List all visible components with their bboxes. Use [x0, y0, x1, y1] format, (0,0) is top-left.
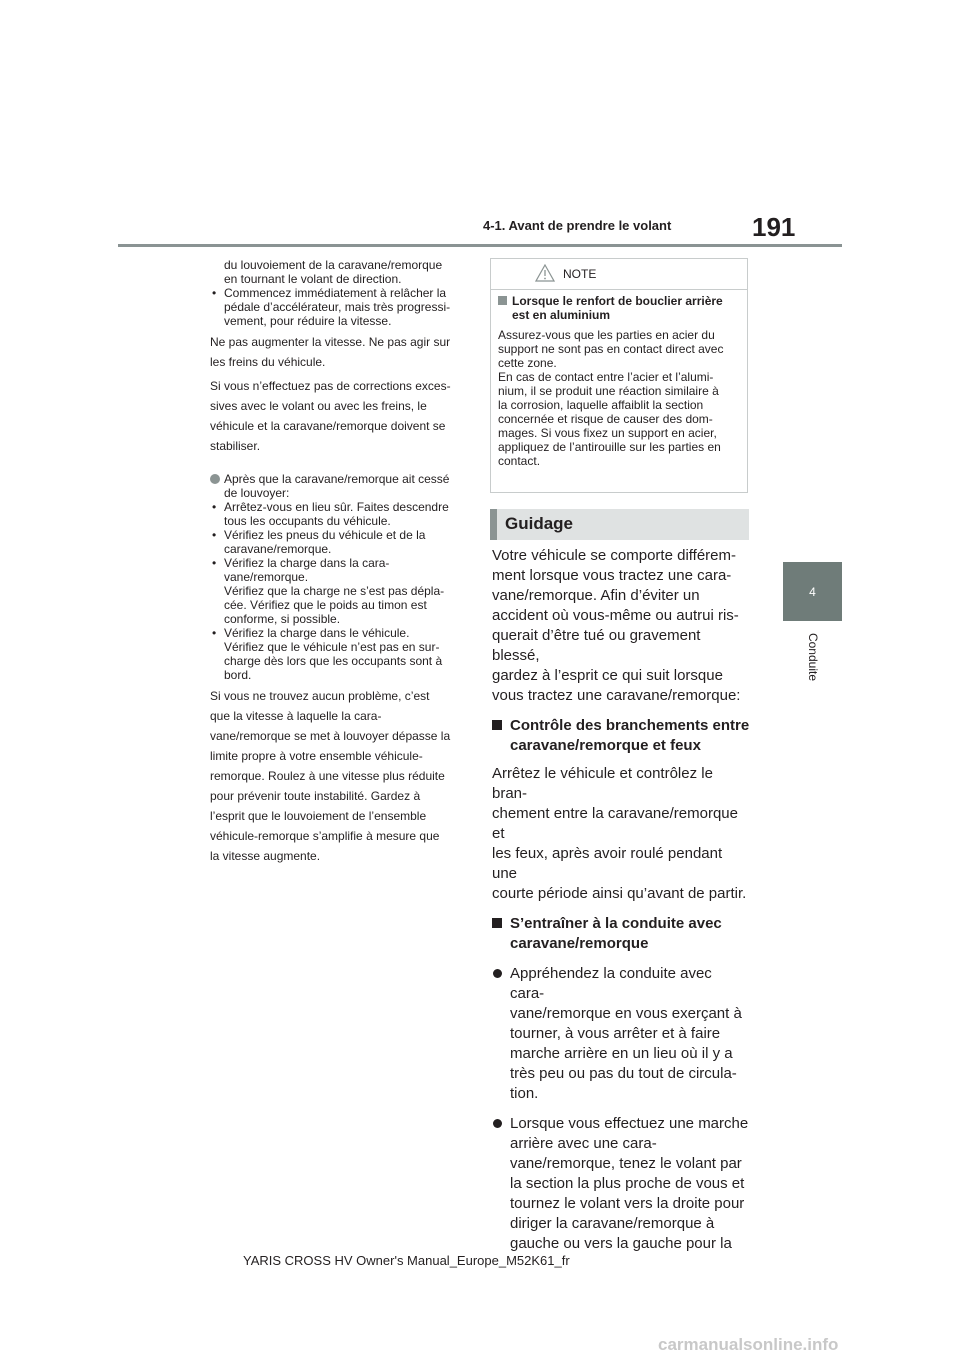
square-bullet-icon	[492, 918, 502, 928]
text-line: charge dès lors que les occupants sont à	[224, 654, 443, 668]
text-line: contact.	[498, 454, 541, 468]
circle-list-item	[210, 472, 468, 500]
text-line: la vitesse augmente.	[210, 849, 321, 863]
text-line: Appréhendez la conduite avec cara-	[510, 965, 712, 1002]
text-line: Vérifiez que la charge ne s’est pas dépla-	[224, 584, 445, 598]
text-line: sives avec le volant ou avec les freins, le	[210, 399, 427, 413]
section-heading-guidage	[490, 509, 749, 540]
text-line: chement entre la caravane/remorque et	[492, 805, 738, 842]
chapter-tab	[783, 562, 842, 621]
circle-bullet-icon	[210, 474, 220, 484]
text-line: l’esprit que le louvoiement de l’ensemble	[210, 809, 427, 823]
text-line: vane/remorque, tenez le volant par	[510, 1155, 742, 1172]
page-number: 191	[752, 212, 796, 242]
text-line: Ne pas augmenter la vitesse. Ne pas agir sur	[210, 335, 451, 349]
text-line: support ne sont pas en contact direct avec	[498, 342, 724, 356]
paragraph	[210, 686, 468, 866]
text-line: Votre véhicule se comporte différem-	[492, 547, 737, 564]
intro-paragraph	[492, 546, 750, 706]
text-line: cette zone.	[498, 356, 557, 370]
bullet-icon	[493, 1119, 502, 1128]
text-line: mages. Si vous fixez un support en acier,	[498, 426, 717, 440]
square-bullet-icon	[498, 296, 507, 305]
text-line: querait d’être tué ou gravement blessé,	[492, 627, 701, 664]
text-line: diriger la caravane/remorque à	[510, 1215, 715, 1232]
heading-text: Guidage	[505, 514, 574, 533]
text-line: Vérifiez que le véhicule n’est pas en sur-	[224, 640, 440, 654]
text-line: pour prévenir toute instabilité. Gardez à	[210, 789, 421, 803]
note-body	[491, 290, 747, 468]
text-line: que la vitesse à laquelle la cara-	[210, 709, 382, 723]
text-line: les feux, après avoir roulé pendant une	[492, 845, 723, 882]
chapter-number: 4	[809, 584, 816, 599]
footer-doc-id: YARIS CROSS HV Owner's Manual_Europe_M52K61_fr	[243, 1253, 570, 1268]
paragraph	[210, 332, 468, 372]
text-line: limite propre à votre ensemble véhicule-	[210, 749, 423, 763]
text-line: gardez à l’esprit ce qui suit lorsque	[492, 667, 723, 684]
text-line: • Vérifiez les pneus du véhicule et de la	[224, 528, 426, 542]
list-item	[492, 1114, 750, 1254]
text-line: tourner, à vous arrêter et à faire	[510, 1025, 721, 1042]
text-line: du louvoiement de la caravane/remorque	[224, 258, 443, 272]
text-line: véhicule et la caravane/remorque doivent se	[210, 419, 446, 433]
text-line: remorque. Roulez à une vitesse plus réduite	[210, 769, 445, 783]
chapter-label	[803, 628, 823, 688]
chapter-label-text: Conduite	[806, 632, 820, 682]
subheading	[492, 914, 750, 954]
text-line: vane/remorque se met à louvoyer dépasse la	[210, 729, 451, 743]
text-line: concernée et risque de causer des dom-	[498, 412, 713, 426]
subheading	[492, 716, 750, 756]
text-line: S’entraîner à la conduite avec	[510, 915, 722, 932]
list-item	[210, 556, 468, 626]
text-line: Si vous n’effectuez pas de corrections exces-	[210, 379, 451, 393]
text-line: Lorsque le renfort de bouclier arrière	[512, 294, 723, 308]
text-line: marche arrière en un lieu où il y a	[510, 1045, 733, 1062]
text-line: gauche ou vers la gauche pour la	[510, 1235, 732, 1252]
text-line: ment lorsque vous tractez une cara-	[492, 567, 732, 584]
text-line: tournez le volant vers la droite pour	[510, 1195, 745, 1212]
list-item	[210, 528, 468, 556]
text-line: pédale d’accélérateur, mais très progressi-	[224, 300, 451, 314]
header-rule	[118, 244, 842, 247]
text-line: tion.	[510, 1085, 539, 1102]
text-line: Lorsque vous effectuez une marche	[510, 1115, 749, 1132]
text-line: bord.	[224, 668, 252, 682]
text-line: nium, il se produit une réaction similaire à	[498, 384, 719, 398]
text-line: vement, pour réduire la vitesse.	[224, 314, 392, 328]
text-line: Contrôle des branchements entre	[510, 717, 750, 734]
paragraph	[492, 764, 750, 904]
text-line: vane/remorque.	[224, 570, 309, 584]
text-line: Après que la caravane/remorque ait cessé	[224, 472, 450, 486]
list-item	[210, 500, 468, 528]
text-line: appliquez de l’antirouille sur les parties en	[498, 440, 721, 454]
watermark: carmanualsonline.info	[658, 1335, 839, 1354]
text-line: véhicule-remorque s’amplifie à mesure que	[210, 829, 440, 843]
text-line: caravane/remorque.	[224, 542, 332, 556]
text-line: caravane/remorque et feux	[510, 737, 701, 754]
square-bullet-icon	[492, 720, 502, 730]
text-line: caravane/remorque	[510, 935, 649, 952]
text-line: En cas de contact entre l’acier et l’alumi-	[498, 370, 714, 384]
text-line: Assurez-vous que les parties en acier du	[498, 328, 715, 342]
note-text	[498, 328, 741, 468]
text-line: en tournant le volant de direction.	[224, 272, 402, 286]
text-line: de louvoyer:	[224, 486, 290, 500]
text-line: • Vérifiez la charge dans la cara-	[224, 556, 390, 570]
list-item	[492, 964, 750, 1104]
heading-accent-bar	[490, 509, 497, 540]
text-line: la corrosion, laquelle affaiblit la section	[498, 398, 704, 412]
text-line: vane/remorque. Afin d’éviter un	[492, 587, 700, 604]
text-line: • Arrêtez-vous en lieu sûr. Faites descendre	[224, 500, 449, 514]
right-column	[492, 546, 750, 1254]
text-line: conforme, si possible.	[224, 612, 341, 626]
text-line: stabiliser.	[210, 439, 261, 453]
text-line: la section la plus proche de vous et	[510, 1175, 745, 1192]
text-line: Arrêtez le véhicule et contrôlez le bran-	[492, 765, 713, 802]
text-line: vous tractez une caravane/remorque:	[492, 687, 741, 704]
list-item	[210, 626, 468, 682]
note-box	[490, 258, 748, 493]
section-title: 4-1. Avant de prendre le volant	[483, 218, 672, 233]
text-line: arrière avec une cara-	[510, 1135, 657, 1152]
warning-icon	[535, 264, 555, 282]
text-line: Si vous ne trouvez aucun problème, c’est	[210, 689, 430, 703]
text-line: vane/remorque en vous exerçant à	[510, 1005, 742, 1022]
list-item	[210, 286, 468, 328]
continued-text	[210, 258, 468, 286]
text-line: accident où vous-même ou autrui ris-	[492, 607, 739, 624]
text-line: est en aluminium	[512, 308, 611, 322]
text-line: courte période ainsi qu’avant de partir.	[492, 885, 747, 902]
text-line: • Commencez immédiatement à relâcher la	[224, 286, 447, 300]
text-line: cée. Vérifiez que le poids au timon est	[224, 598, 427, 612]
left-column	[210, 258, 468, 866]
text-line: tous les occupants du véhicule.	[224, 514, 391, 528]
text-line: • Vérifiez la charge dans le véhicule.	[224, 626, 410, 640]
note-title: NOTE	[563, 267, 597, 281]
note-subheading	[498, 294, 741, 322]
text-line: les freins du véhicule.	[210, 355, 326, 369]
note-header	[491, 259, 747, 290]
bullet-icon	[493, 969, 502, 978]
paragraph	[210, 376, 468, 456]
text-line: très peu ou pas du tout de circula-	[510, 1065, 737, 1082]
